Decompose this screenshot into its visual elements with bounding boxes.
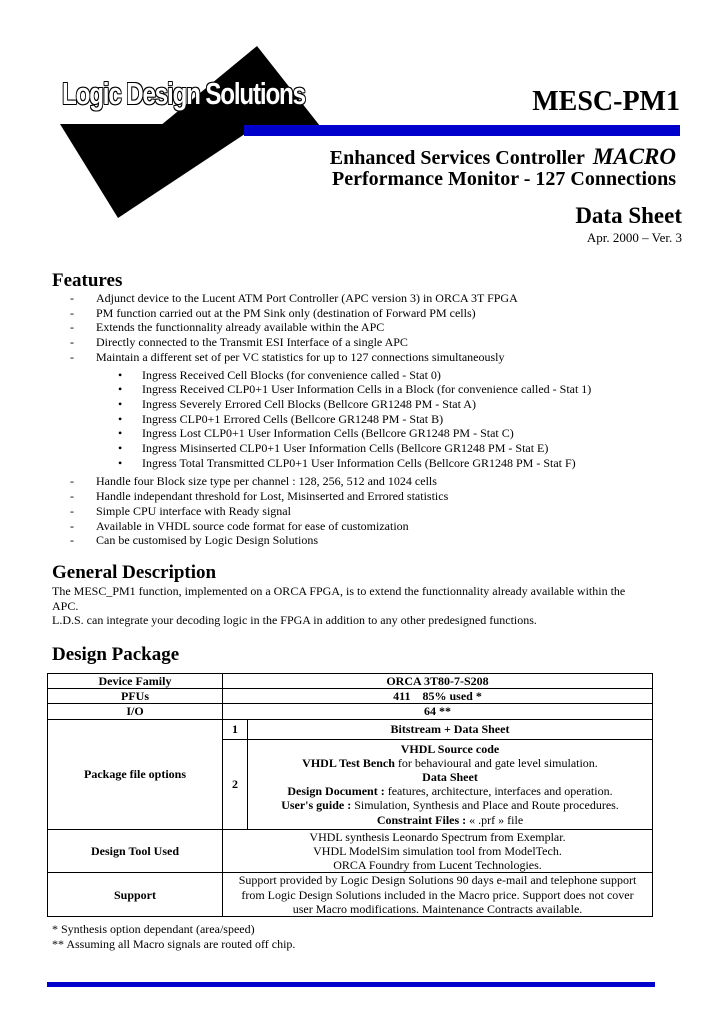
list-item: • Ingress Lost CLP0+1 User Information Cells (Bellcore GR1248 PM - Stat C) bbox=[118, 426, 514, 441]
io-value: 64 ** bbox=[223, 704, 653, 719]
constraint-files-item: Constraint Files : « .prf » file bbox=[376, 812, 524, 827]
list-item: - PM function carried out at the PM Sink only (destination of Forward PM cells) bbox=[70, 305, 476, 320]
table-row bbox=[48, 704, 653, 719]
header-blue-rule bbox=[244, 125, 680, 136]
design-package-table bbox=[47, 673, 653, 917]
test-bench-item: VHDL Test Bench for behavioural and gate level simulation. bbox=[302, 755, 598, 770]
tool-line: VHDL synthesis Leonardo Spectrum from Exemplar. bbox=[309, 829, 566, 844]
pfus-value: 411 85% used * bbox=[223, 689, 653, 704]
data-sheet-item: Data Sheet bbox=[422, 770, 478, 785]
footnote-2: ** Assuming all Macro signals are routed off chip. bbox=[52, 937, 296, 951]
general-description-heading: General Description bbox=[52, 562, 217, 583]
table-row bbox=[48, 689, 653, 704]
list-item: • Ingress CLP0+1 Errored Cells (Bellcore GR1248 PM - Stat B) bbox=[118, 411, 444, 426]
list-item: • Ingress Total Transmitted CLP0+1 User Information Cells (Bellcore GR1248 PM - Stat F) bbox=[118, 455, 576, 470]
product-title-line1 bbox=[330, 144, 676, 170]
footer-blue-rule bbox=[47, 982, 655, 987]
document-code: MESC-PM1 bbox=[532, 86, 680, 117]
design-tool-value bbox=[223, 829, 653, 873]
design-tool-label: Design Tool Used bbox=[48, 829, 223, 873]
support-value: Support provided by Logic Design Solutions 90 days e-mail and telephone support from Logic Design Solutions included in the Macro price. Support does not cover user Macro modifications. Maintenance Contracts available. bbox=[223, 873, 653, 917]
general-description-para2: L.D.S. can integrate your decoding logic in the FPGA in addition to any other predesigned functions. bbox=[52, 613, 537, 627]
option-2-contents bbox=[248, 739, 653, 829]
design-package-heading: Design Package bbox=[52, 644, 180, 665]
io-label: I/O bbox=[48, 704, 223, 719]
list-item: • Ingress Misinserted CLP0+1 User Information Cells (Bellcore GR1248 PM - Stat E) bbox=[118, 441, 549, 456]
package-options-label: Package file options bbox=[48, 719, 223, 829]
product-title-line2: Performance Monitor - 127 Connections bbox=[331, 168, 676, 190]
tool-line: ORCA Foundry from Lucent Technologies. bbox=[333, 858, 542, 873]
list-item: • Ingress Received CLP0+1 User Information Cells in a Block (for convenience called - Stat 1) bbox=[118, 382, 592, 397]
design-document-item: Design Document : features, architecture, interfaces and operation. bbox=[287, 784, 613, 799]
option-2-number: 2 bbox=[223, 739, 248, 829]
table-row bbox=[48, 829, 653, 873]
list-item: - Maintain a different set of per VC statistics for up to 127 connections simultaneously • Ingress Received Cell Blocks (for convenience called - Stat 0) • Ingress Received CLP0+1 User Information Cells in a Block (for convenience called - Stat 1) • Ingress Severely Errored Cell Blocks (Bellcore GR1248 PM - Stat A) • Ingress CLP0+1 Errored Cells (Bellcore GR1248 PM - Stat B) • Ingress Lost CLP0+1 User Information Cells (Bellcore GR1248 PM - Stat C) • Ingress Misinserted CLP0+1 User Information Cells (Bellcore GR1248 PM - Stat E) • Ingress Total Transmitted CLP0+1 User Information Cells (Bellcore GR1248 PM - Stat F) bbox=[70, 349, 592, 470]
option-1-text: Bitstream + Data Sheet bbox=[248, 719, 653, 739]
device-family-value: ORCA 3T80-7-S208 bbox=[223, 674, 653, 689]
product-title-text: Enhanced Services Controller bbox=[329, 147, 585, 169]
table-row bbox=[48, 674, 653, 689]
table-row bbox=[48, 719, 653, 739]
list-item: - Simple CPU interface with Ready signal bbox=[70, 503, 291, 518]
device-family-label: Device Family bbox=[48, 674, 223, 689]
list-item: - Can be customised by Logic Design Solutions bbox=[70, 533, 318, 548]
macro-label: MACRO bbox=[592, 144, 676, 169]
support-label: Support bbox=[48, 873, 223, 917]
list-item: - Handle four Block size type per channel : 128, 256, 512 and 1024 cells bbox=[70, 474, 437, 489]
features-heading: Features bbox=[52, 270, 123, 291]
list-item: - Available in VHDL source code format for ease of customization bbox=[70, 518, 409, 533]
list-item: • Ingress Severely Errored Cell Blocks (Bellcore GR1248 PM - Stat A) bbox=[118, 396, 476, 411]
users-guide-item: User's guide : Simulation, Synthesis and Place and Route procedures. bbox=[281, 798, 619, 813]
pfus-label: PFUs bbox=[48, 689, 223, 704]
option-1-number: 1 bbox=[223, 719, 248, 739]
vhdl-source-item: VHDL Source code bbox=[400, 741, 500, 756]
date-version: Apr. 2000 – Ver. 3 bbox=[586, 230, 682, 245]
features-list bbox=[70, 291, 591, 548]
doc-type-title: Data Sheet bbox=[575, 203, 682, 228]
tool-line: VHDL ModelSim simulation tool from ModelTech. bbox=[313, 844, 562, 859]
footnote-1: * Synthesis option dependant (area/speed) bbox=[52, 922, 255, 936]
table-row bbox=[48, 873, 653, 917]
list-item: - Adjunct device to the Lucent ATM Port Controller (APC version 3) in ORCA 3T FPGA bbox=[70, 291, 518, 305]
logo: Logic Design Solutions bbox=[62, 76, 305, 111]
general-description-para1: The MESC_PM1 function, implemented on a ORCA FPGA, is to extend the functionnality already available within the APC. bbox=[52, 584, 626, 613]
list-item: - Extends the functionnality already available within the APC bbox=[70, 320, 385, 335]
list-item: • Ingress Received Cell Blocks (for convenience called - Stat 0) bbox=[118, 367, 441, 382]
statistics-sublist bbox=[96, 368, 591, 471]
list-item: - Directly connected to the Transmit ESI Interface of a single APC bbox=[70, 335, 408, 350]
list-item: - Handle independant threshold for Lost, Misinserted and Errored statistics bbox=[70, 489, 449, 504]
